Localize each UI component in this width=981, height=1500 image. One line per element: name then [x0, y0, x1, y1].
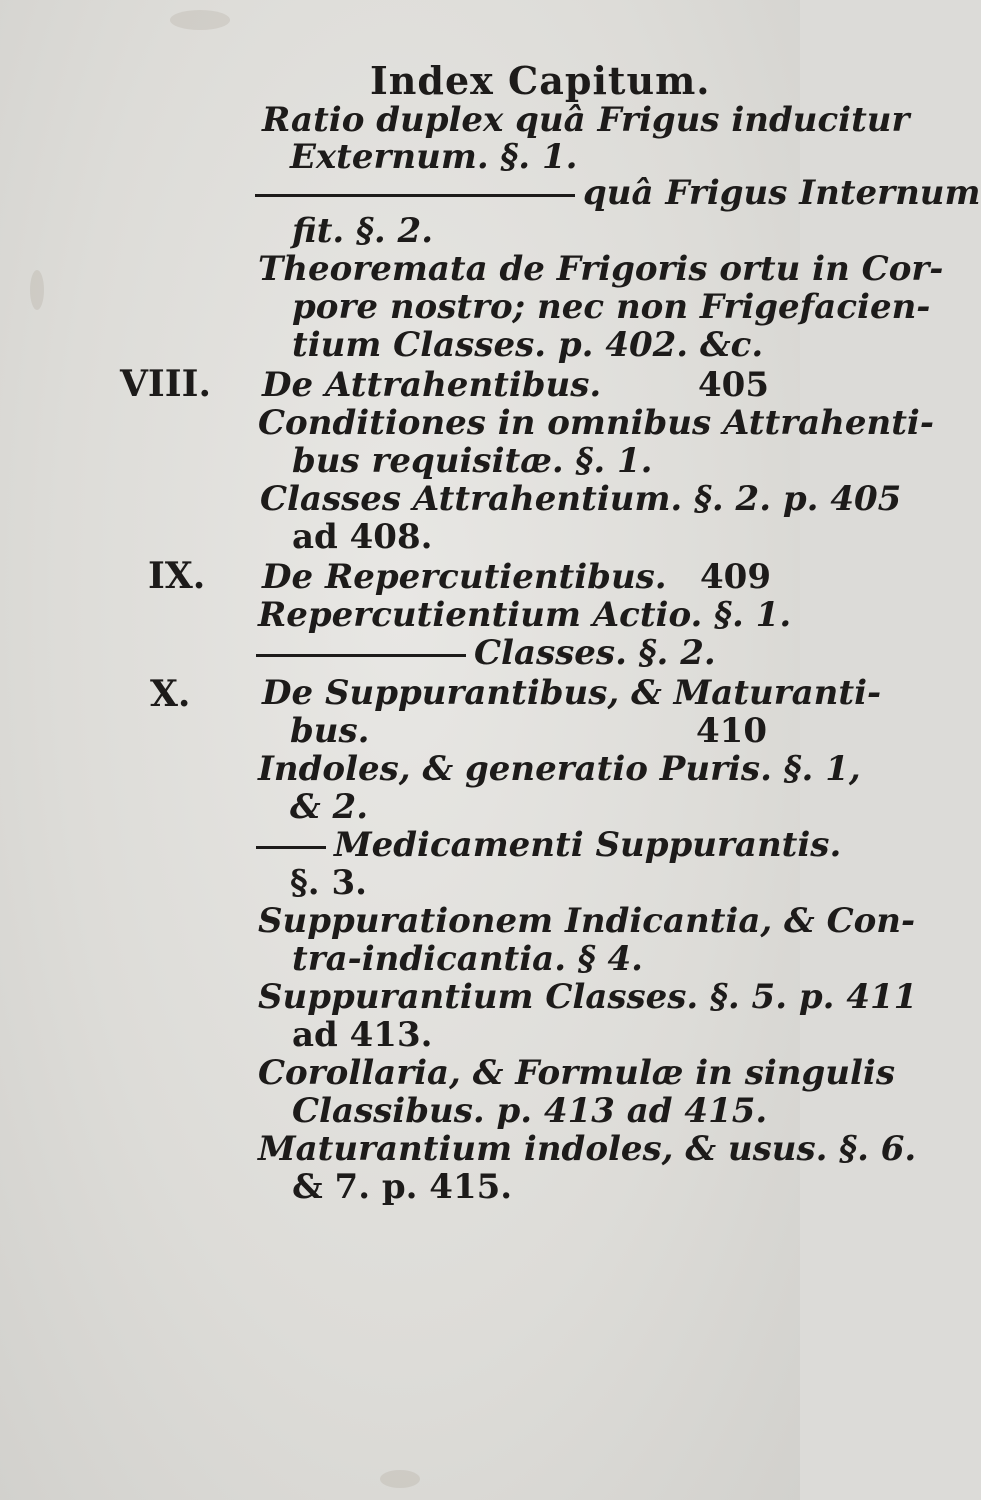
index-line: bus requisitæ. §. 1. — [292, 441, 653, 481]
chapter-number: IX. — [148, 555, 206, 597]
index-line: Repercutientium Actio. §. 1. — [258, 595, 792, 635]
paper-stain — [380, 1470, 420, 1488]
paper-stain — [30, 270, 44, 310]
index-line: Indoles, & generatio Puris. §. 1, — [258, 749, 861, 789]
index-line: Classibus. p. 413 ad 415. — [292, 1091, 768, 1131]
index-line-text: Medicamenti Suppurantis. — [334, 825, 842, 865]
index-line: ad 413. — [292, 1015, 433, 1055]
chapter-number: VIII. — [120, 363, 211, 405]
index-line: Suppurantium Classes. §. 5. p. 411 — [258, 977, 918, 1017]
index-line: tium Classes. p. 402. &c. — [292, 325, 764, 365]
chapter-number: X. — [150, 673, 191, 715]
index-line: pore nostro; nec non Frigefacien- — [292, 287, 931, 327]
index-line — [256, 633, 716, 673]
index-line — [255, 173, 981, 213]
index-line: ad 408. — [292, 517, 433, 557]
chapter-title: De Attrahentibus. — [262, 365, 602, 405]
page-number: 410 — [696, 711, 767, 751]
page-heading: Index Capitum. — [370, 58, 711, 103]
ditto-rule — [256, 654, 466, 657]
index-line: Suppurationem Indicantia, & Con- — [258, 901, 916, 941]
index-line: Ratio duplex quâ Frigus inducitur — [262, 100, 910, 140]
index-line: tra-indicantia. § 4. — [292, 939, 643, 979]
page-number: 409 — [700, 557, 771, 597]
ditto-rule — [256, 846, 326, 849]
index-line: fit. §. 2. — [292, 211, 434, 251]
index-line: Theoremata de Frigoris ortu in Cor- — [258, 249, 944, 289]
paper-stain — [170, 10, 230, 30]
index-line: Maturantium indoles, & usus. §. 6. — [258, 1129, 917, 1169]
index-line — [256, 825, 842, 865]
index-line: Classes Attrahentium. §. 2. p. 405 — [260, 479, 902, 519]
ditto-rule — [255, 194, 575, 197]
chapter-title: De Suppurantibus, & Maturanti- — [262, 673, 882, 713]
index-line: §. 3. — [290, 863, 367, 903]
index-line: Conditiones in omnibus Attrahenti- — [258, 403, 934, 443]
index-line: & 7. p. 415. — [292, 1167, 513, 1207]
index-line: bus. — [290, 711, 370, 751]
chapter-title: De Repercutientibus. — [262, 557, 667, 597]
index-line: Externum. §. 1. — [290, 137, 578, 177]
index-line-text: Classes. §. 2. — [474, 633, 716, 673]
index-line-text: quâ Frigus Internum — [583, 173, 981, 213]
index-line: & 2. — [290, 787, 369, 827]
page-number: 405 — [698, 365, 769, 405]
index-line: Corollaria, & Formulæ in singulis — [258, 1053, 895, 1093]
